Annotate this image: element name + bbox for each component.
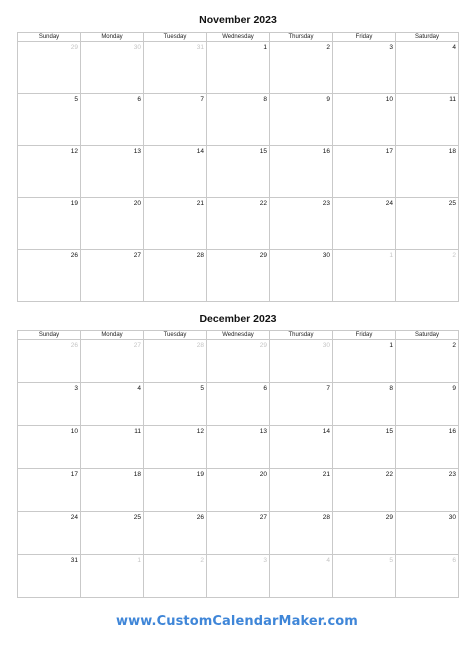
day-cell: 11: [81, 426, 144, 469]
day-cell: 21: [144, 198, 207, 250]
day-cell: 16: [270, 146, 333, 198]
day-cell-adjacent-month: 1: [333, 250, 396, 302]
day-cell: 27: [207, 512, 270, 555]
week-row: [18, 383, 459, 426]
day-cell: 5: [144, 383, 207, 426]
day-cell: 4: [396, 42, 459, 94]
day-cell: 6: [207, 383, 270, 426]
day-cell: 6: [81, 94, 144, 146]
week-row: [18, 250, 459, 302]
day-cell: 22: [207, 198, 270, 250]
weekday-header: Wednesday: [207, 331, 270, 340]
day-cell: 20: [81, 198, 144, 250]
day-cell: 20: [207, 469, 270, 512]
day-cell-adjacent-month: 31: [144, 42, 207, 94]
day-cell: 31: [18, 555, 81, 598]
week-row: [18, 42, 459, 94]
website-link[interactable]: www.CustomCalendarMaker.com: [116, 614, 358, 629]
day-cell: 17: [18, 469, 81, 512]
day-cell: 21: [270, 469, 333, 512]
day-cell-adjacent-month: 5: [333, 555, 396, 598]
day-cell: 2: [396, 340, 459, 383]
day-cell-adjacent-month: 29: [207, 340, 270, 383]
day-cell: 15: [207, 146, 270, 198]
day-cell: 14: [270, 426, 333, 469]
day-cell: 10: [18, 426, 81, 469]
day-cell: 18: [396, 146, 459, 198]
weekday-header: Wednesday: [207, 33, 270, 42]
day-cell-adjacent-month: 3: [207, 555, 270, 598]
week-row: [18, 340, 459, 383]
day-cell-adjacent-month: 29: [18, 42, 81, 94]
day-cell: 30: [270, 250, 333, 302]
calendar-grid: [17, 32, 459, 302]
day-cell: 8: [333, 383, 396, 426]
weekday-header: Monday: [81, 33, 144, 42]
day-cell: 7: [144, 94, 207, 146]
weekday-header: Tuesday: [144, 33, 207, 42]
day-cell: 9: [270, 94, 333, 146]
day-cell: 24: [18, 512, 81, 555]
day-cell: 5: [18, 94, 81, 146]
day-cell: 8: [207, 94, 270, 146]
day-cell: 19: [144, 469, 207, 512]
day-cell-adjacent-month: 1: [81, 555, 144, 598]
day-cell-adjacent-month: 30: [81, 42, 144, 94]
day-cell: 3: [18, 383, 81, 426]
day-cell: 3: [333, 42, 396, 94]
day-cell: 26: [144, 512, 207, 555]
week-row: [18, 198, 459, 250]
day-cell-adjacent-month: 28: [144, 340, 207, 383]
day-cell: 22: [333, 469, 396, 512]
day-cell: 23: [396, 469, 459, 512]
day-cell: 28: [270, 512, 333, 555]
week-row: [18, 469, 459, 512]
day-cell: 1: [207, 42, 270, 94]
day-cell-adjacent-month: 30: [270, 340, 333, 383]
day-cell-adjacent-month: 27: [81, 340, 144, 383]
week-row: [18, 94, 459, 146]
day-cell: 23: [270, 198, 333, 250]
day-cell-adjacent-month: 26: [18, 340, 81, 383]
day-cell: 25: [396, 198, 459, 250]
week-row: [18, 512, 459, 555]
day-cell: 30: [396, 512, 459, 555]
day-cell: 26: [18, 250, 81, 302]
day-cell: 9: [396, 383, 459, 426]
day-cell: 11: [396, 94, 459, 146]
day-cell-adjacent-month: 6: [396, 555, 459, 598]
day-cell: 7: [270, 383, 333, 426]
day-cell: 10: [333, 94, 396, 146]
day-cell: 4: [81, 383, 144, 426]
weekday-header: Thursday: [270, 33, 333, 42]
day-cell: 29: [333, 512, 396, 555]
day-cell: 19: [18, 198, 81, 250]
day-cell: 14: [144, 146, 207, 198]
weekday-header: Saturday: [396, 331, 459, 340]
day-cell: 29: [207, 250, 270, 302]
day-cell: 13: [81, 146, 144, 198]
day-cell: 28: [144, 250, 207, 302]
weekday-header: Thursday: [270, 331, 333, 340]
day-cell: 18: [81, 469, 144, 512]
weekday-header: Monday: [81, 331, 144, 340]
calendar-grid: [17, 330, 459, 598]
day-cell: 24: [333, 198, 396, 250]
day-cell: 2: [270, 42, 333, 94]
week-row: [18, 146, 459, 198]
day-cell: 1: [333, 340, 396, 383]
week-row: [18, 426, 459, 469]
weekday-header: Saturday: [396, 33, 459, 42]
week-row: [18, 555, 459, 598]
month-title: December 2023: [199, 313, 277, 325]
weekday-header: Friday: [333, 331, 396, 340]
day-cell: 27: [81, 250, 144, 302]
weekday-header: Friday: [333, 33, 396, 42]
day-cell-adjacent-month: 2: [396, 250, 459, 302]
weekday-header-row: [18, 331, 459, 340]
day-cell: 17: [333, 146, 396, 198]
day-cell: 12: [18, 146, 81, 198]
day-cell-adjacent-month: 2: [144, 555, 207, 598]
weekday-header: Sunday: [18, 331, 81, 340]
day-cell: 16: [396, 426, 459, 469]
day-cell: 25: [81, 512, 144, 555]
day-cell-adjacent-month: 4: [270, 555, 333, 598]
day-cell: 15: [333, 426, 396, 469]
weekday-header: Sunday: [18, 33, 81, 42]
weekday-header-row: [18, 33, 459, 42]
month-title: November 2023: [199, 14, 277, 26]
day-cell: 13: [207, 426, 270, 469]
weekday-header: Tuesday: [144, 331, 207, 340]
day-cell: 12: [144, 426, 207, 469]
